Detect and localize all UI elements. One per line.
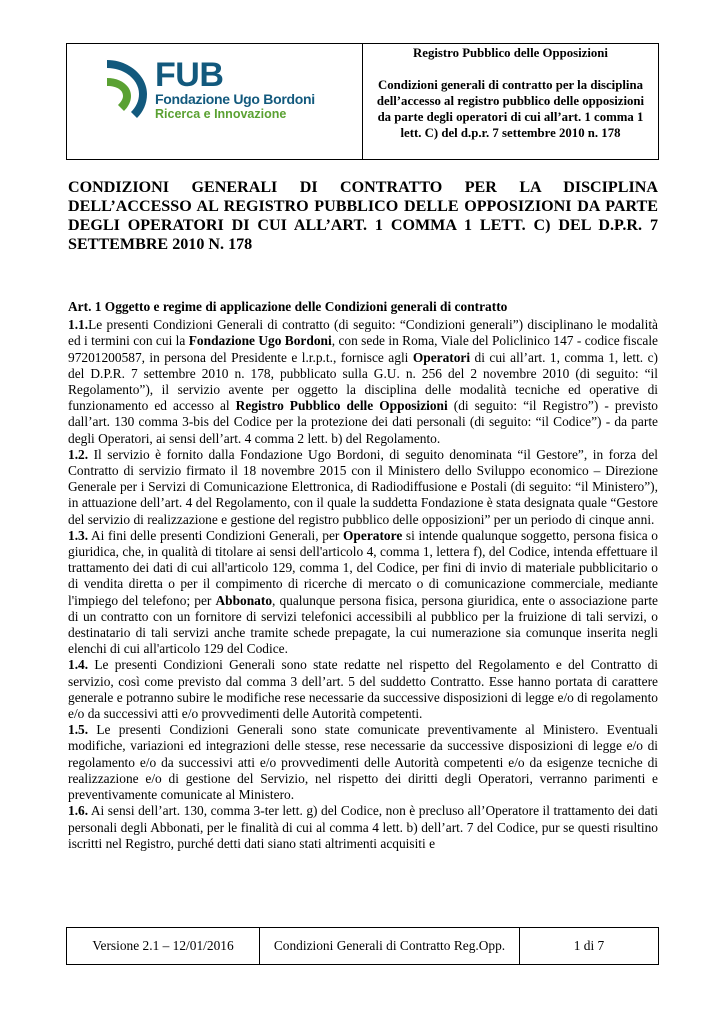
paragraph-bold-text: Abbonato	[215, 592, 273, 608]
document-body	[68, 299, 658, 852]
paragraph-text: (di seguito: “il Registro”) - previsto dall’art. 130 comma 3-bis del Codice per la protezione dei dati personali (di seguito: “il Codice”) - da parte degli Operatori, ai sensi dell’art. 4 comma 2 lett. b) del Regolamento.	[68, 398, 659, 446]
paragraph-number: 1.5.	[68, 722, 89, 738]
paragraph-bold-text: Operatori	[412, 349, 471, 365]
paragraph-bold-text: Operatore	[343, 527, 403, 543]
logo-cell	[67, 44, 363, 159]
registry-name: Registro Pubblico delle Opposizioni	[413, 46, 608, 60]
logo-name: Fondazione Ugo Bordoni	[155, 91, 315, 107]
paragraph-number: 1.1.	[68, 317, 89, 333]
paragraph-text: Il servizio è fornito dalla Fondazione Ugo Bordoni, di seguito denominata “il Gestore”, in forza del Contratto di servizio firmato il 18 novembre 2015 con il Ministero dello Sviluppo economico – Direzione Generale per i Servizi di Comunicazione Elettronica, di Radiodiffusione e Postali (di seguito: “il Ministero”), in attuazione dell’art. 4 del Regolamento, con il quale la suddetta Fondazione è stata designata quale “Gestore del servizio di realizzazione e gestione del registro pubblico delle opposizioni” per un periodo di cinque anni.	[68, 446, 658, 527]
footer-page-number: 1 di 7	[573, 938, 605, 953]
paragraph-number: 1.2.	[68, 446, 89, 462]
header-title-cell	[363, 44, 658, 159]
header-table	[66, 43, 659, 160]
paragraph-1-3	[68, 528, 658, 658]
fub-logo-mark-icon	[103, 54, 155, 124]
paragraph-text: , qualunque persona fisica, persona giuridica, ente o associazione parte di un contratto con un fornitore di servizi telefonici accessibili al pubblico per la fruizione di tali servizi, o destinatario di tali servizi anche tramite schede prepagate, la cui numerazione sia comunque inserita negli elenchi di cui all'articolo 129 del Codice.	[68, 592, 658, 657]
document-title: CONDIZIONI GENERALI DI CONTRATTO PER LA DISCIPLINA DELL’ACCESSO AL REGISTRO PUBBLICO DELLE OPPOSIZIONI DA PARTE DEGLI OPERATORI DI CUI ALL’ART. 1 COMMA 1 LETT. C) DEL D.P.R. 7 SETTEMBRE 2010 N. 178	[68, 179, 658, 253]
logo-text	[155, 56, 315, 122]
paragraph-bold-text: Fondazione Ugo Bordoni	[188, 333, 332, 349]
paragraph-text: di cui all’art. 1, comma 1, lett. c) del D.P.R. 7 settembre 2010 n. 178, pubblicato sulla G.U. n. 256 del 2 novembre 2010 (di seguito: “il Regolamento”), il servizio avente per oggetto la disciplina delle modalità tecniche ed operative di funzionamento ed accesso al	[68, 349, 658, 414]
paragraph-text: Le presenti Condizioni Generali sono state comunicate preventivamente al Ministero. Eventuali modifiche, variazioni ed integrazioni delle stesse, rese necessarie da successive disposizioni di legge e/o di regolamento e/o da successivi atti e/o provvedimenti delle Autorità competenti e/o da esigenze tecniche di realizzazione e/o di gestione del Servizio, nel rispetto dei diritti degli Operatori, verranno parimenti e preventivamente comunicate al Ministero.	[68, 722, 658, 803]
paragraph-1-6	[68, 803, 658, 852]
footer-doc-name: Condizioni Generali di Contratto Reg.Opp.	[260, 928, 520, 964]
logo-tagline: Ricerca e Innovazione	[155, 107, 287, 121]
footer-table	[66, 927, 659, 965]
paragraph-text: Ai sensi dell’art. 130, comma 3-ter lett. g) del Codice, non è precluso all’Operatore il trattamento dei dati personali degli Abbonati, per le finalità di cui al comma 4 lett. b) dell’art. 7 del Codice, pur se questi risultino iscritti nel Registro, purché detti dati siano stati altrimenti acquisiti e	[68, 803, 658, 851]
footer-version: Versione 2.1 – 12/01/2016	[67, 928, 260, 964]
paragraph-1-1	[68, 317, 658, 447]
paragraph-text: Le presenti Condizioni Generali sono state redatte nel rispetto del Regolamento e del Contratto di servizio, così come previsto dal comma 3 dell’art. 5 del suddetto Contratto. Esse hanno portata di carattere generale e potranno subire le modifiche rese necessarie da successive disposizioni di legge e/o di regolamento e/o da successivi atti e/o provvedimenti delle Autorità competenti.	[68, 657, 658, 722]
paragraph-text: Le presenti Condizioni Generali di contratto (di seguito: “Condizioni generali”) disciplinano le modalità ed i termini con cui la	[68, 317, 658, 349]
paragraph-number: 1.4.	[68, 657, 89, 673]
paragraph-text: Ai fini delle presenti Condizioni Generali, per	[88, 527, 344, 543]
paragraph-text: , con sede in Roma, Viale del Policlinico 147 - codice fiscale 97201200587, in persona del Presidente e l.r.p.t., fornisce agli	[68, 333, 658, 365]
article-heading: Art. 1 Oggetto e regime di applicazione delle Condizioni generali di contratto	[68, 299, 508, 314]
paragraph-1-5	[68, 722, 658, 803]
paragraph-number: 1.3.	[68, 527, 89, 543]
paragraph-number: 1.6.	[68, 803, 89, 819]
paragraph-text: si intende qualunque soggetto, persona fisica o giuridica, che, in qualità di titolare ai sensi dell'articolo 4, comma 1, lettera f), del Codice, intenda effettuare il trattamento dei dati di cui all'articolo 129, comma 1, del Codice, per fini di invio di materiale pubblicitario o di vendita diretta o per il compimento di ricerche di mercato o di comunicazione commerciale, mediante l'impiego del telefono; per	[68, 527, 658, 608]
header-doc-title: Condizioni generali di contratto per la disciplina dell’accesso al registro pubblico delle opposizioni da parte degli operatori di cui all’art. 1 comma 1 lett. C) del d.p.r. 7 settembre 2010 n. 178	[376, 78, 645, 140]
paragraph-1-4	[68, 657, 658, 722]
paragraph-1-2	[68, 447, 658, 528]
logo-brand: FUB	[155, 56, 224, 94]
paragraph-bold-text: Registro Pubblico delle Opposizioni	[235, 398, 448, 414]
